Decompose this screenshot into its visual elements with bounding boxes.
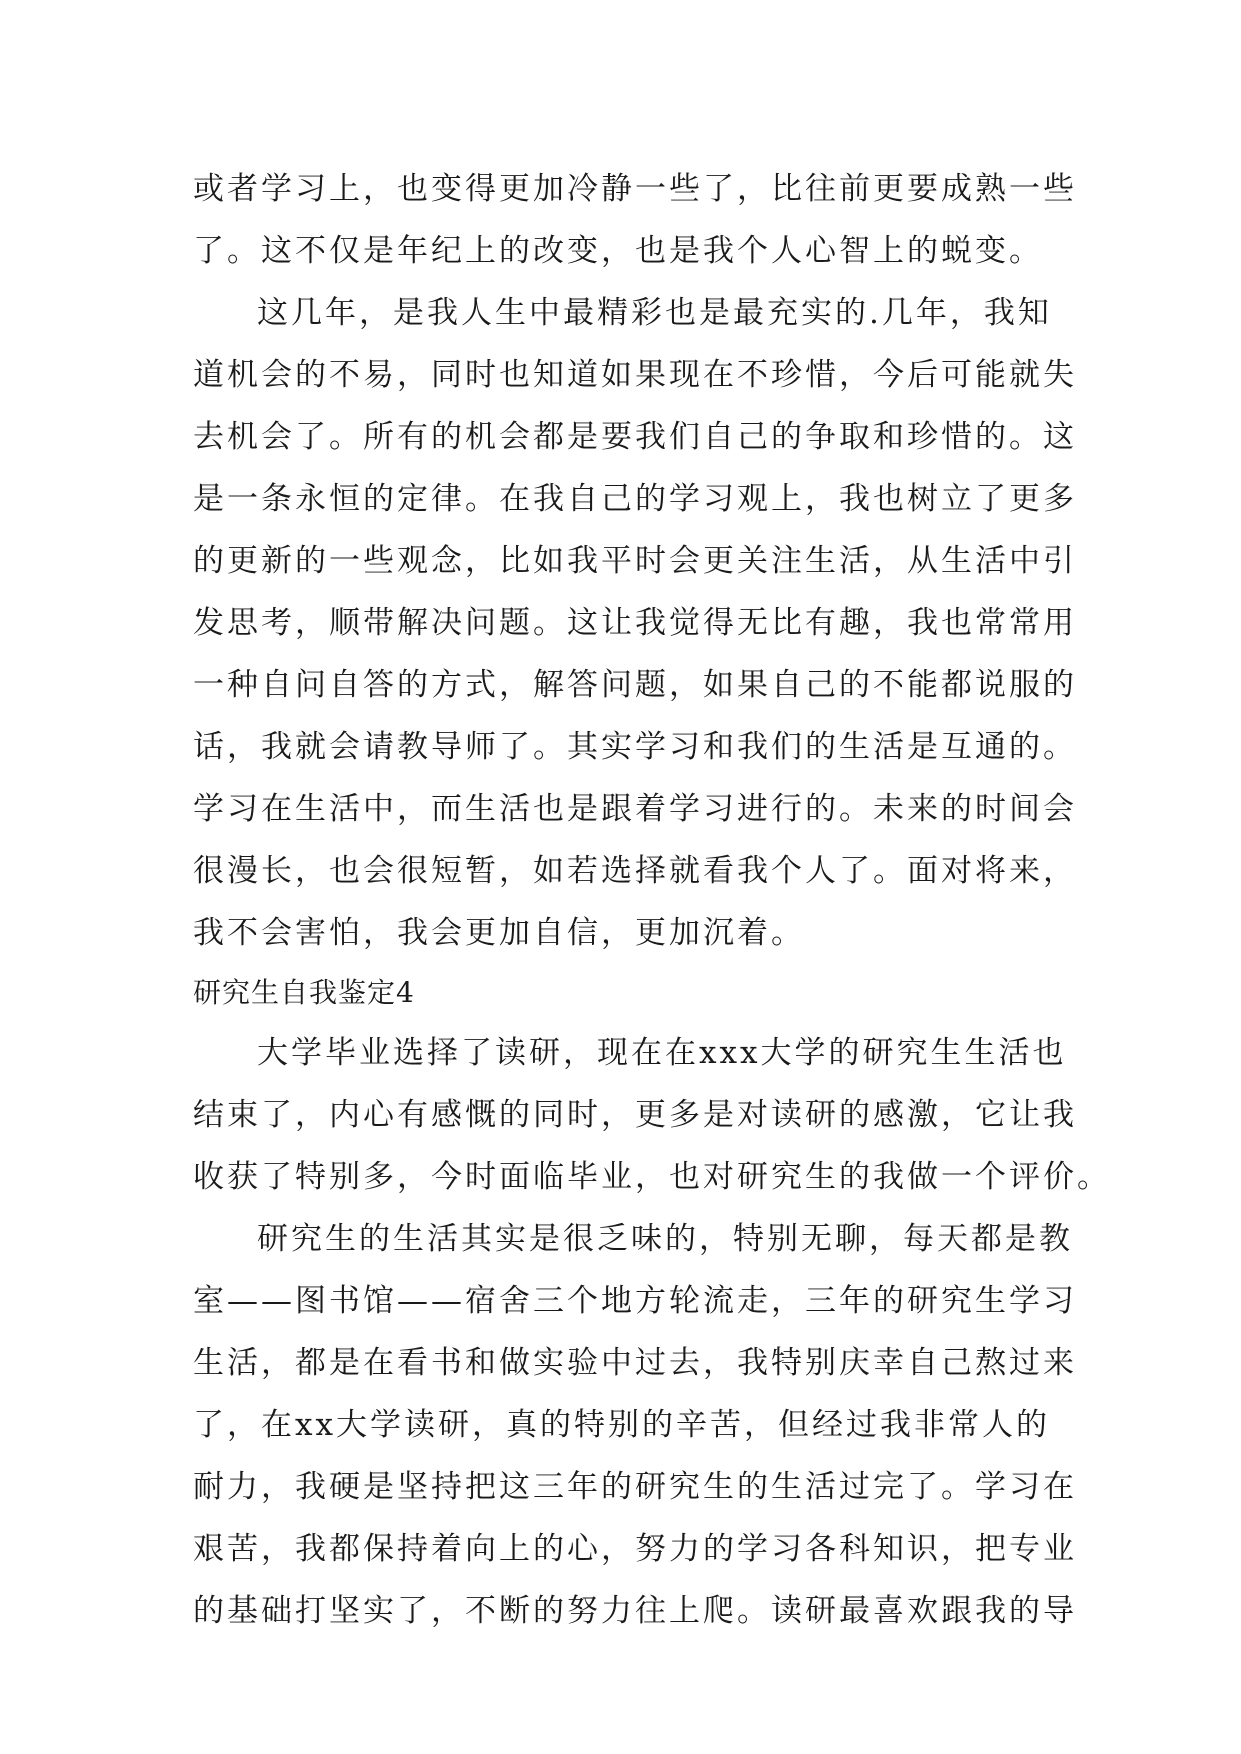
- text-line: 室——图书馆——宿舍三个地方轮流走，三年的研究生学习: [193, 1283, 1077, 1319]
- text-line: 是一条永恒的定律。在我自己的学习观上，我也树立了更多: [193, 481, 1077, 517]
- paragraph-graduation: [193, 1022, 1111, 1208]
- paragraph-continuation: [193, 158, 1077, 282]
- section-heading: 研究生自我鉴定4: [193, 976, 415, 1009]
- text-line: 了，在xx大学读研，真的特别的辛苦，但经过我非常人的: [193, 1407, 1050, 1443]
- text-line: 了。这不仅是年纪上的改变，也是我个人心智上的蜕变。: [193, 233, 1043, 269]
- text-line: 很漫长，也会很短暂，如若选择就看我个人了。面对将来，: [193, 853, 1077, 889]
- text-line: 结束了，内心有感慨的同时，更多是对读研的感激，它让我: [193, 1097, 1077, 1133]
- text-line: 的更新的一些观念，比如我平时会更关注生活，从生活中引: [193, 543, 1077, 579]
- document-page: [193, 158, 1111, 1642]
- text-line: 收获了特别多，今时面临毕业，也对研究生的我做一个评价。: [193, 1159, 1111, 1195]
- text-line: 大学毕业选择了读研，现在在xxx大学的研究生生活也: [257, 1035, 1067, 1071]
- text-line: 的基础打坚实了，不断的努力往上爬。读研最喜欢跟我的导: [193, 1593, 1077, 1629]
- text-line: 或者学习上，也变得更加冷静一些了，比往前更要成熟一些: [193, 171, 1077, 207]
- text-line: 研究生的生活其实是很乏味的，特别无聊，每天都是教: [257, 1221, 1073, 1257]
- text-line: 生活，都是在看书和做实验中过去，我特别庆幸自己熬过来: [193, 1345, 1077, 1381]
- text-line: 我不会害怕，我会更加自信，更加沉着。: [193, 915, 805, 951]
- text-line: 这几年，是我人生中最精彩也是最充实的.几年，我知: [257, 295, 1052, 331]
- paragraph-these-years: [193, 282, 1077, 964]
- text-line: 艰苦，我都保持着向上的心，努力的学习各科知识，把专业: [193, 1531, 1077, 1567]
- text-line: 学习在生活中，而生活也是跟着学习进行的。未来的时间会: [193, 791, 1077, 827]
- text-line: 发思考，顺带解决问题。这让我觉得无比有趣，我也常常用: [193, 605, 1077, 641]
- text-line: 一种自问自答的方式，解答问题，如果自己的不能都说服的: [193, 667, 1077, 703]
- paragraph-graduate-life: [193, 1208, 1077, 1642]
- text-line: 去机会了。所有的机会都是要我们自己的争取和珍惜的。这: [193, 419, 1077, 455]
- text-line: 耐力，我硬是坚持把这三年的研究生的生活过完了。学习在: [193, 1469, 1077, 1505]
- text-line: 道机会的不易，同时也知道如果现在不珍惜，今后可能就失: [193, 357, 1077, 393]
- text-line: 话，我就会请教导师了。其实学习和我们的生活是互通的。: [193, 729, 1077, 765]
